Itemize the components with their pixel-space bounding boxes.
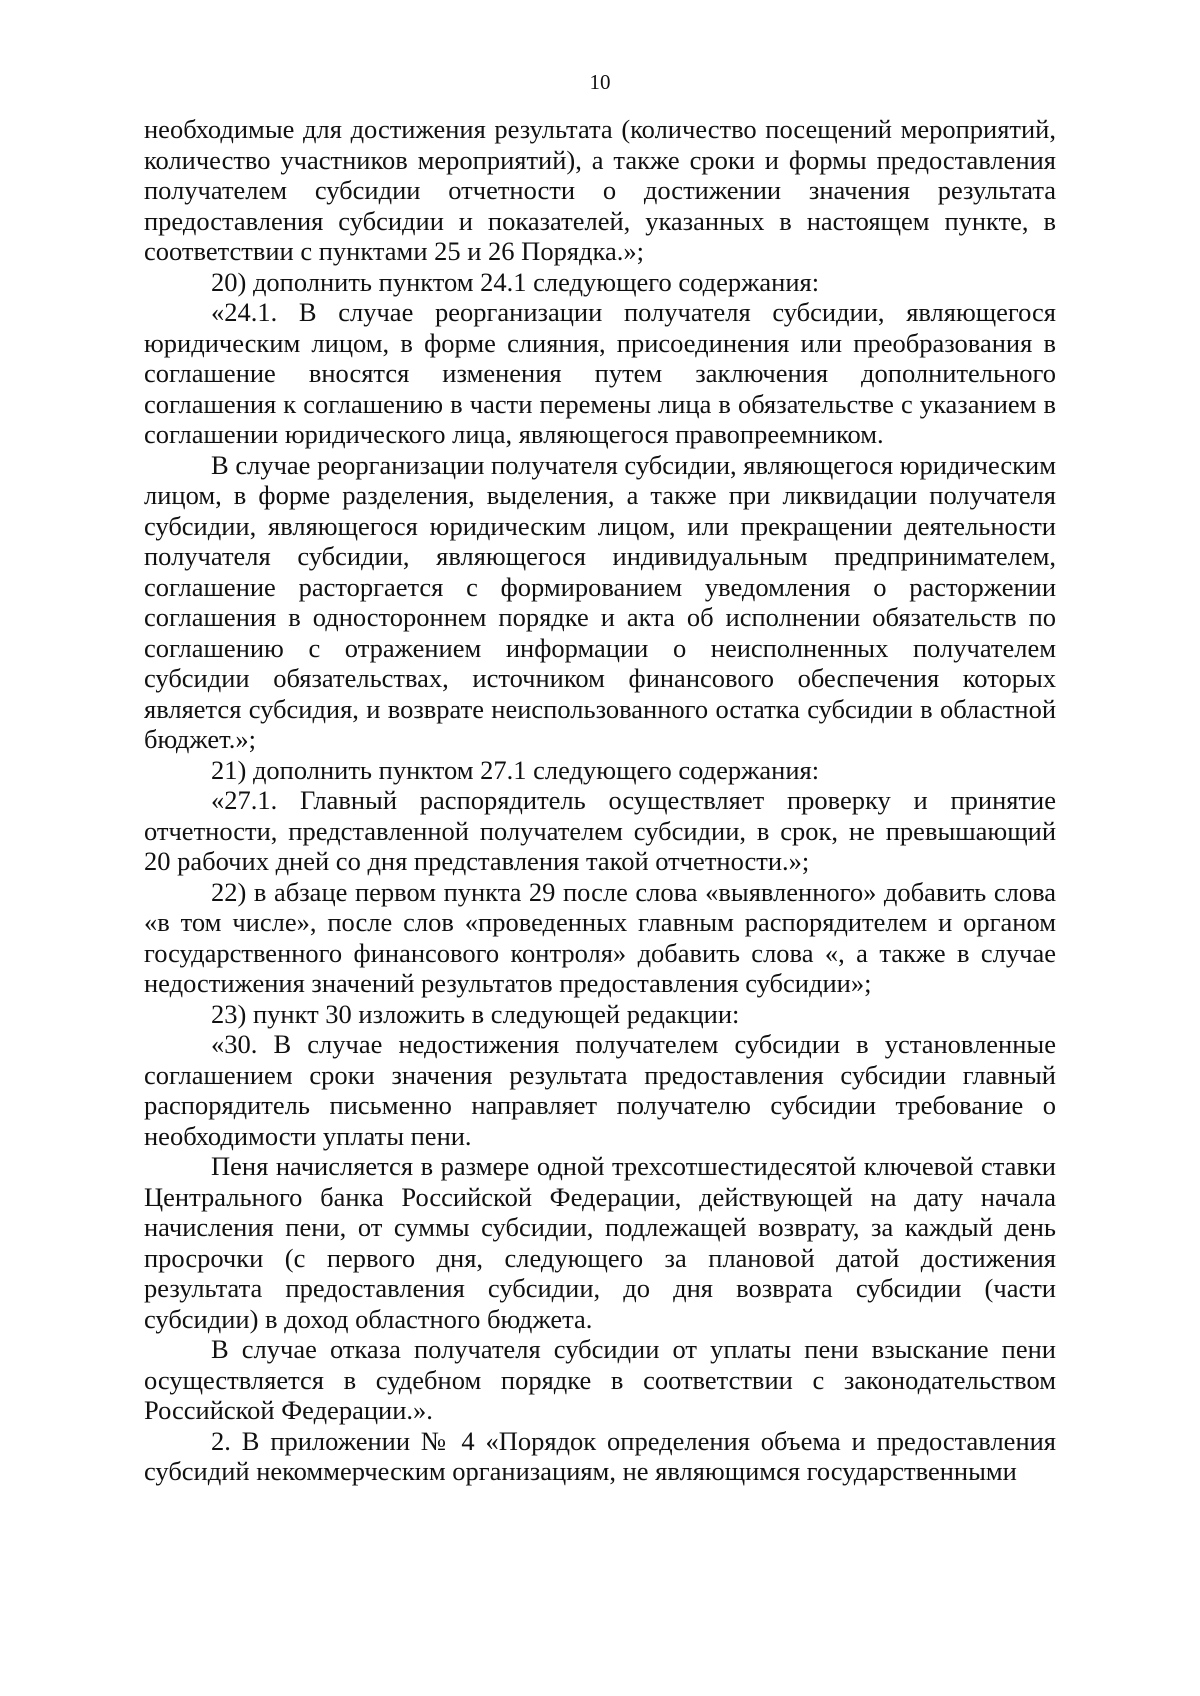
paragraph: 23) пункт 30 изложить в следующей редакции: xyxy=(211,998,740,1029)
paragraph: В случае реорганизации получателя субсидии, являющегося юридическим лицом, в форме разделения, выделения, а также при ликвидации получателя субсидии, являющегося юридическим лицом, или прекращении деятельности получателя субсидии, являющегося индивидуальным предпринимателем, соглашение расторгается с формированием уведомления о расторжении соглашения в одностороннем порядке и акта об исполнении обязательств по соглашению с отражением информации о неисполненных получателем субсидии обязательствах, источником финансового обеспечения которых является субсидия, и возврате неиспользованного остатка субсидии в областной бюджет.»; xyxy=(144,449,1056,754)
paragraph: необходимые для достижения результата (количество посещений мероприятий, количество участников мероприятий), а также сроки и формы предоставления получателем субсидии отчетности о достижении значения результата предоставления субсидии и показателей, указанных в настоящем пункте, в соответствии с пунктами 25 и 26 Порядка.»; xyxy=(144,114,1056,266)
paragraph: 22) в абзаце первом пункта 29 после слова «выявленного» добавить слова «в том числе», после слов «проведенных главным распорядителем и органом государственного финансового контроля» добавить слова «, а также в случае недостижения значений результатов предоставления субсидии»; xyxy=(144,876,1056,998)
paragraph: «24.1. В случае реорганизации получателя субсидии, являющегося юридическим лицом, в форме слияния, присоединения или преобразования в соглашение вносятся изменения путем заключения дополнительного соглашения к соглашению в части перемены лица в обязательстве с указанием в соглашении юридического лица, являющегося правопреемником. xyxy=(144,297,1056,449)
document-body xyxy=(144,114,1056,1487)
paragraph: 20) дополнить пунктом 24.1 следующего содержания: xyxy=(211,266,820,297)
page-number: 10 xyxy=(589,70,611,94)
paragraph: «27.1. Главный распорядитель осуществляет проверку и принятие отчетности, представленной получателем субсидии, в срок, не превышающий 20 рабочих дней со дня представления такой отчетности.»; xyxy=(144,785,1056,876)
paragraph: «30. В случае недостижения получателем субсидии в установленные соглашением сроки значения результата предоставления субсидии главный распорядитель письменно направляет получателю субсидии требование о необходимости уплаты пени. xyxy=(144,1029,1056,1151)
paragraph: 2. В приложении № 4 «Порядок определения объема и предоставления субсидий некоммерческим организациям, не являющимся государственными xyxy=(144,1425,1056,1486)
paragraph: В случае отказа получателя субсидии от уплаты пени взыскание пени осуществляется в судебном порядке в соответствии с законодательством Российской Федерации.». xyxy=(144,1334,1056,1425)
paragraph: Пеня начисляется в размере одной трехсотшестидесятой ключевой ставки Центрального банка Российской Федерации, действующей на дату начала начисления пени, от суммы субсидии, подлежащей возврату, за каждый день просрочки (с первого дня, следующего за плановой датой достижения результата предоставления субсидии, до дня возврата субсидии (части субсидии) в доход областного бюджета. xyxy=(144,1151,1056,1334)
paragraph: 21) дополнить пунктом 27.1 следующего содержания: xyxy=(211,754,820,785)
